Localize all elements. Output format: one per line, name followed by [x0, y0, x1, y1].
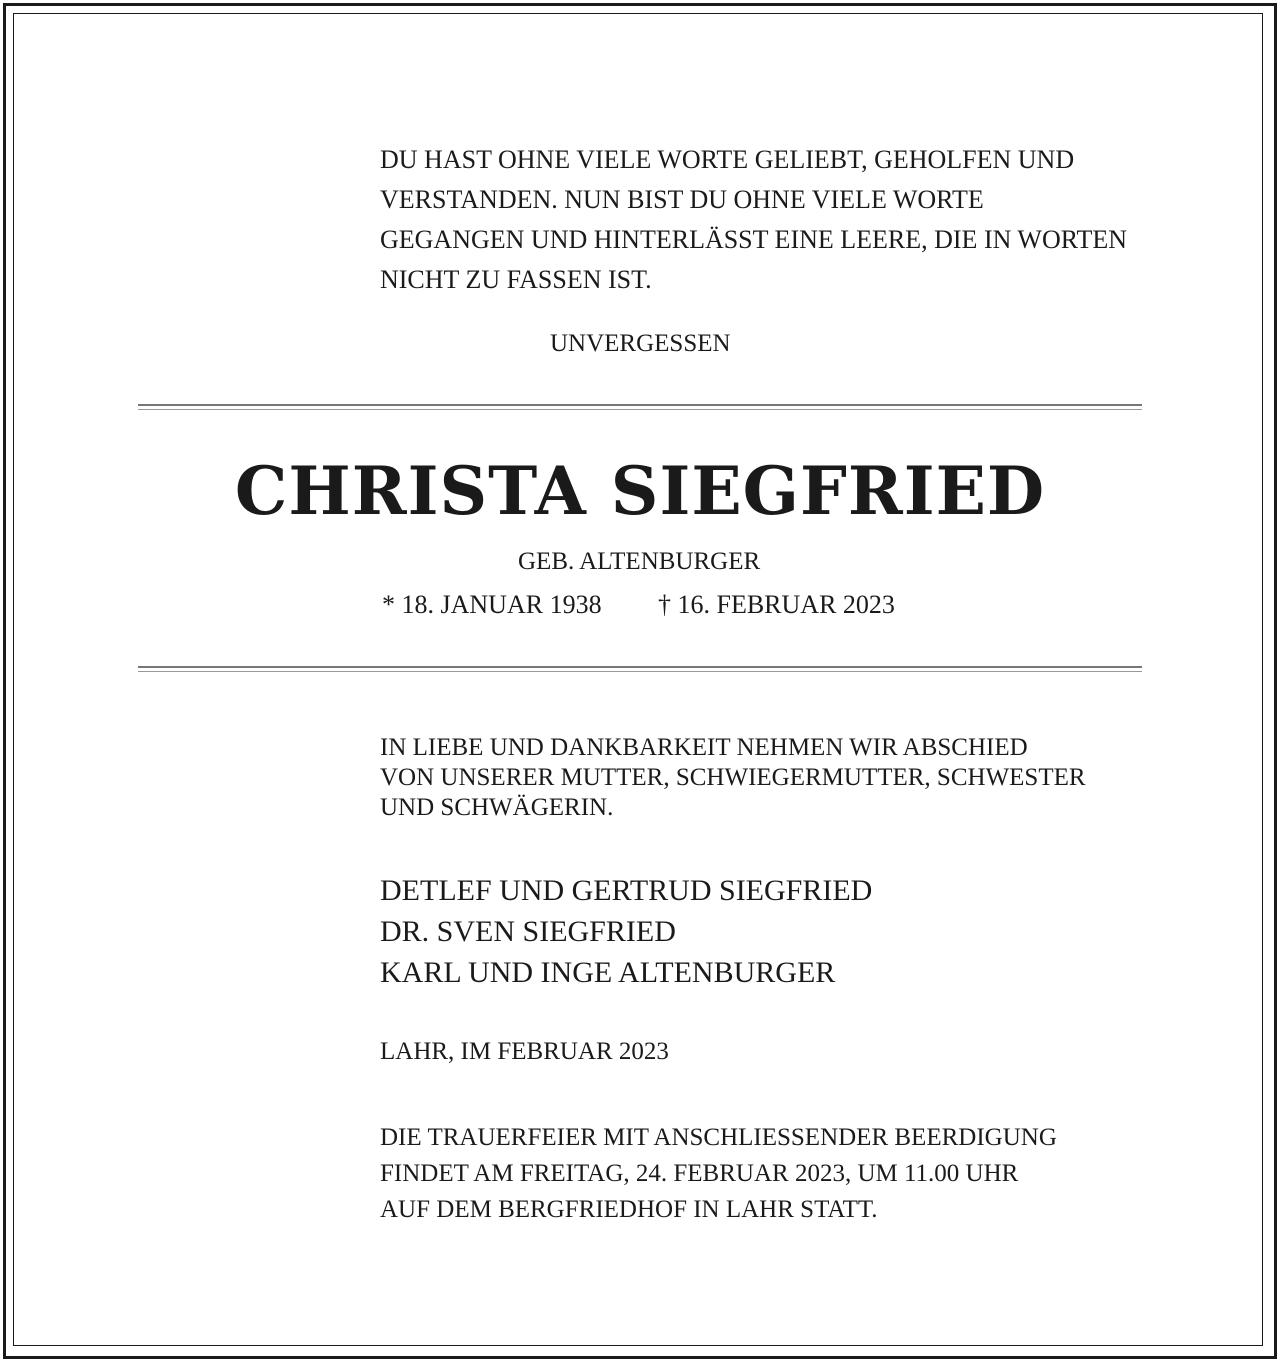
- deceased-name: CHRISTA SIEGFRIED: [234, 452, 1046, 530]
- poem-line: NICHT ZU FASSEN IST.: [380, 265, 652, 294]
- farewell-line: IN LIEBE UND DANKBARKEIT NEHMEN WIR ABSCHIED: [380, 734, 1028, 761]
- poem-line: VERSTANDEN. NUN BIST DU OHNE VIELE WORTE: [380, 185, 984, 214]
- funeral-line: DIE TRAUERFEIER MIT ANSCHLIESSENDER BEERDIGUNG: [380, 1124, 1057, 1151]
- divider-top: [138, 404, 1142, 410]
- farewell-line: UND SCHWÄGERIN.: [380, 794, 614, 821]
- family-member: DR. SVEN SIEGFRIED: [380, 915, 676, 948]
- farewell-text: [380, 733, 1086, 823]
- poem-closing: UNVERGESSEN: [550, 330, 731, 357]
- funeral-line: FINDET AM FREITAG, 24. FEBRUAR 2023, UM 11.00 UHR: [380, 1160, 1019, 1187]
- funeral-info: [380, 1120, 1057, 1228]
- poem-line: GEGANGEN UND HINTERLÄSST EINE LEERE, DIE IN WORTEN: [380, 225, 1128, 254]
- poem: [380, 140, 1127, 300]
- place-date: LAHR, IM FEBRUAR 2023: [380, 1038, 669, 1065]
- family-member: KARL UND INGE ALTENBURGER: [380, 956, 836, 989]
- poem-line: DU HAST OHNE VIELE WORTE GELIEBT, GEHOLFEN UND: [380, 145, 1075, 174]
- birth-date: * 18. JANUAR 1938: [382, 590, 602, 619]
- divider-bottom: [138, 666, 1142, 672]
- maiden-name: GEB. ALTENBURGER: [518, 548, 761, 575]
- death-date: † 16. FEBRUAR 2023: [658, 590, 895, 619]
- family-list: [380, 870, 872, 993]
- family-member: DETLEF UND GERTRUD SIEGFRIED: [380, 874, 873, 907]
- farewell-line: VON UNSERER MUTTER, SCHWIEGERMUTTER, SCHWESTER: [380, 764, 1086, 791]
- funeral-line: AUF DEM BERGFRIEDHOF IN LAHR STATT.: [380, 1196, 878, 1223]
